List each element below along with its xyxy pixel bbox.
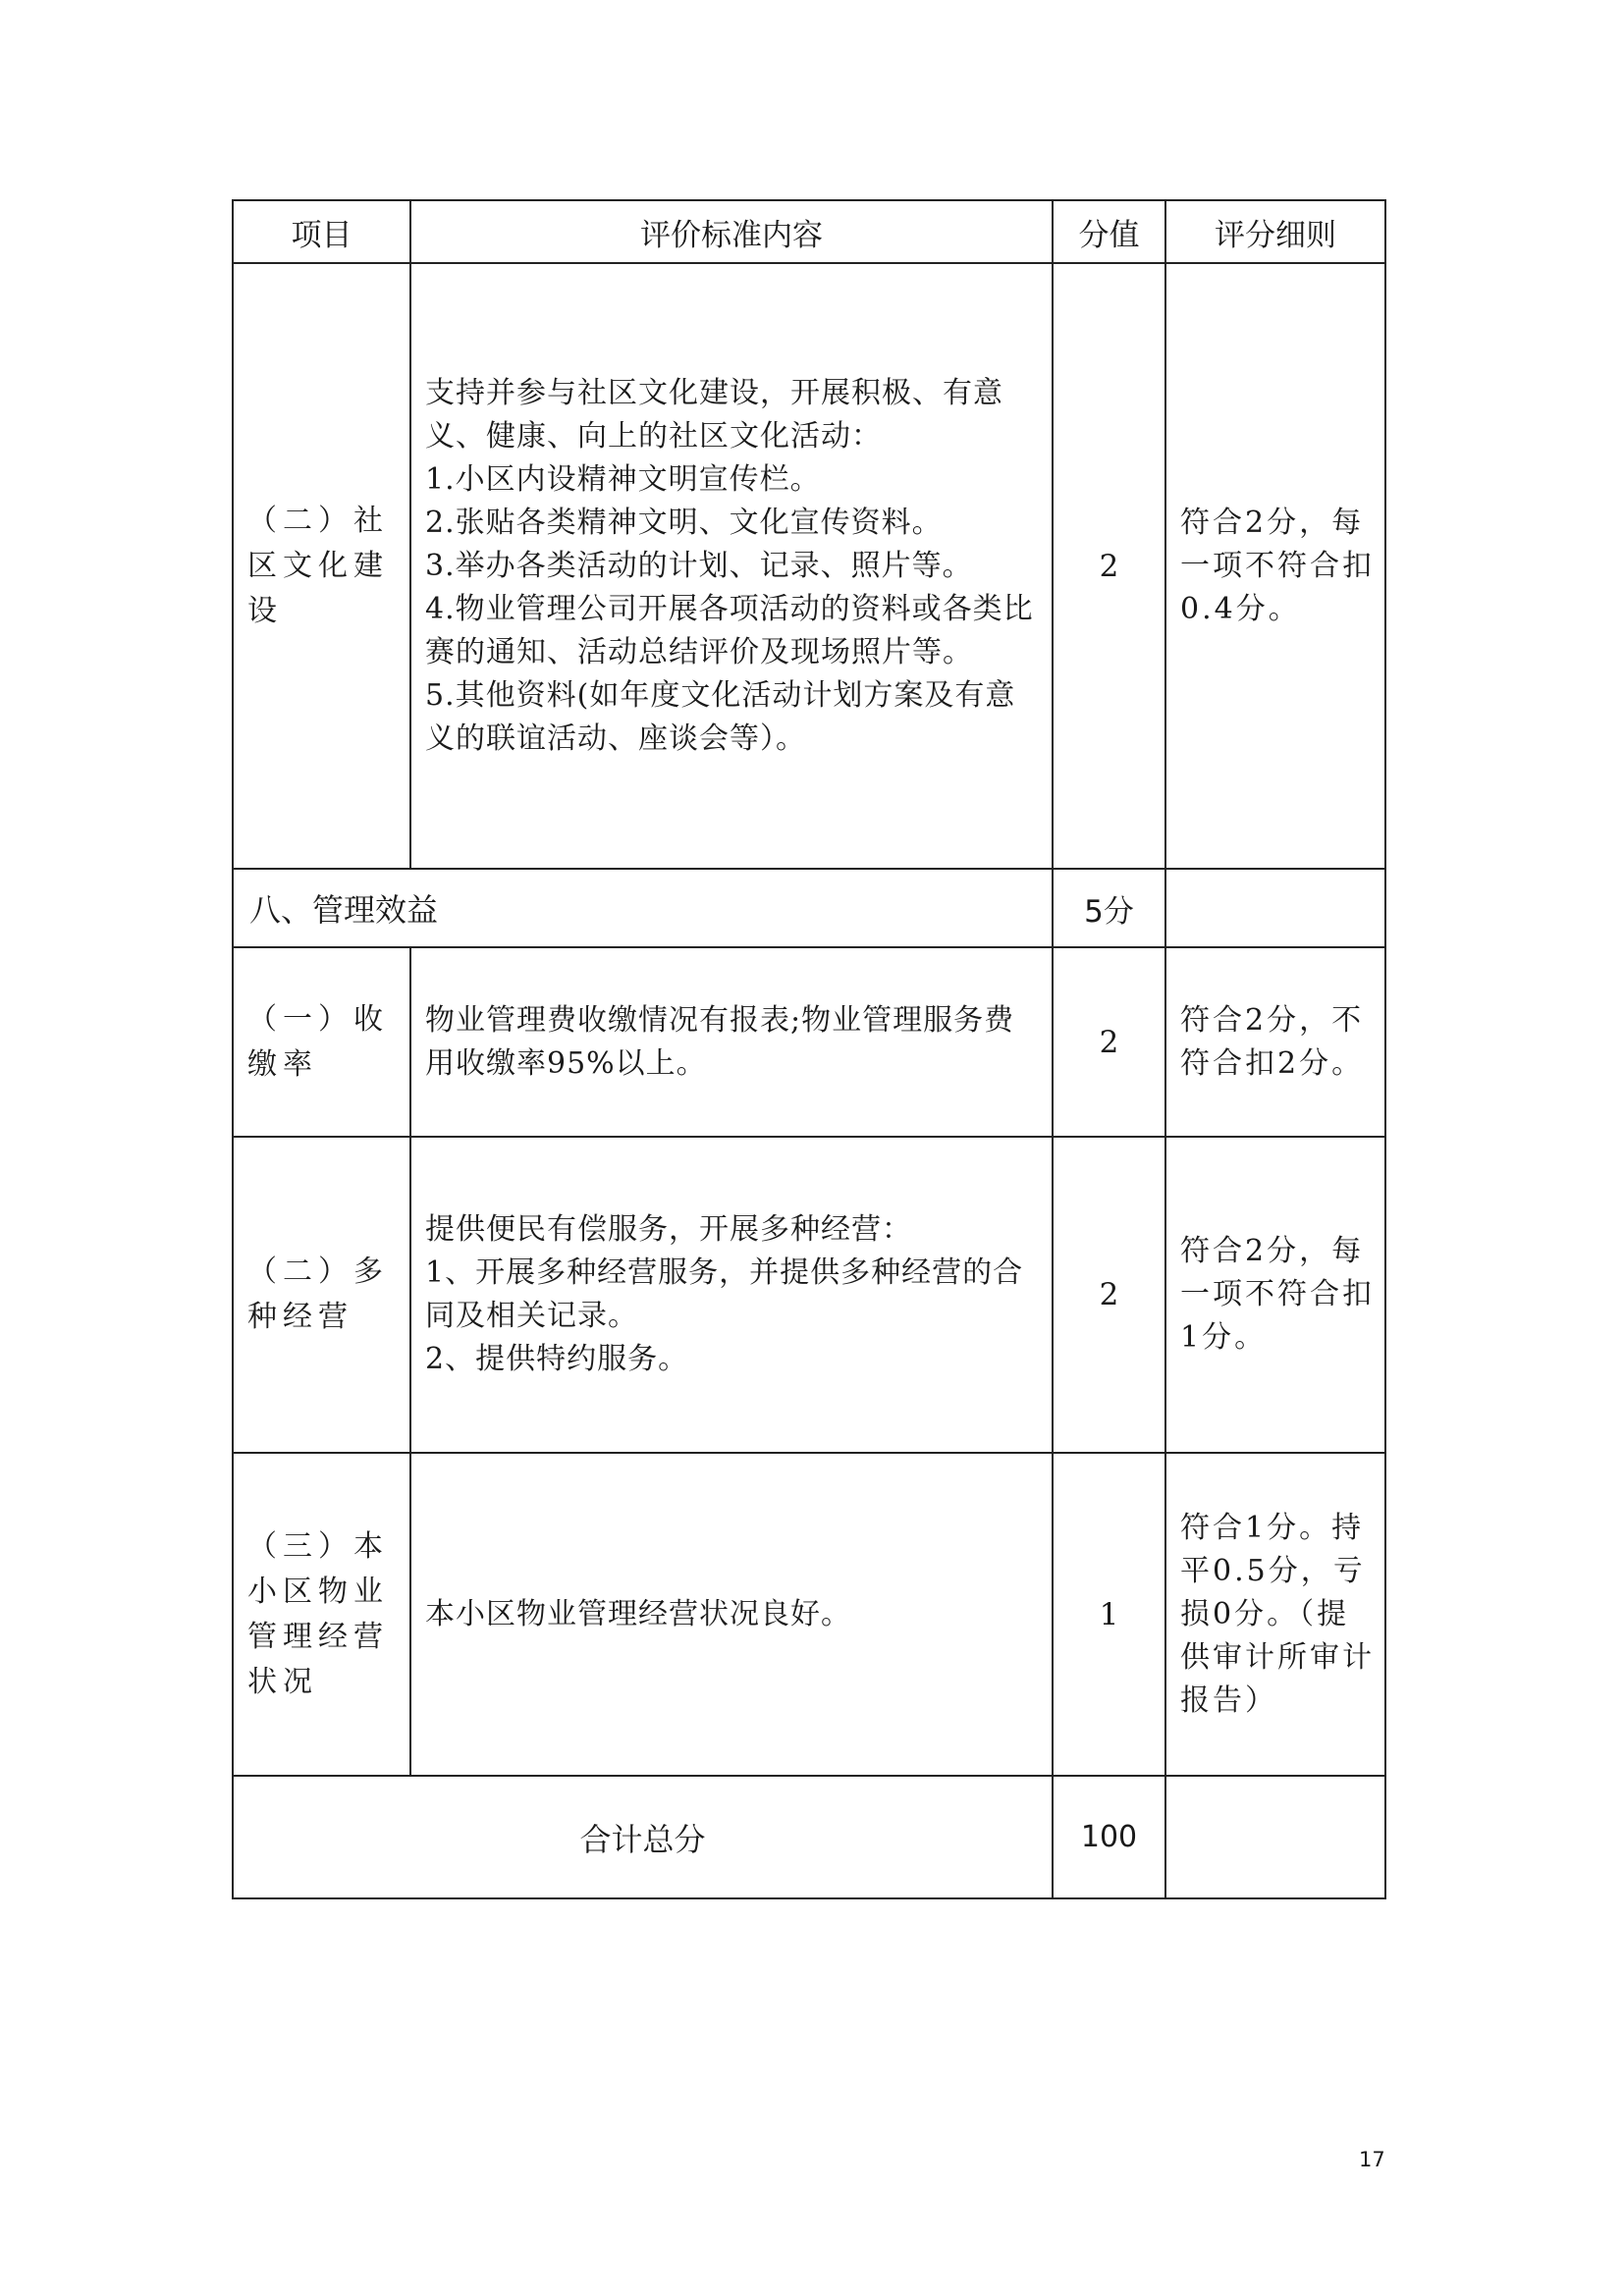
rule-cell: 符合2分，每一项不符合扣1分。 — [1165, 1137, 1385, 1453]
table-row — [233, 1453, 1385, 1776]
header-rule: 评分细则 — [1165, 200, 1385, 263]
section-rule-empty — [1165, 869, 1385, 947]
item-cell: （一）收缴率 — [233, 947, 410, 1137]
section-title: 八、管理效益 — [233, 869, 1053, 947]
page-number: 17 — [1359, 2148, 1385, 2171]
table-row — [233, 1137, 1385, 1453]
item-cell: （二）多种经营 — [233, 1137, 410, 1453]
rule-cell: 符合2分，不符合扣2分。 — [1165, 947, 1385, 1137]
header-item: 项目 — [233, 200, 410, 263]
total-label: 合计总分 — [233, 1776, 1053, 1898]
total-row — [233, 1776, 1385, 1898]
table-row — [233, 947, 1385, 1137]
header-content: 评价标准内容 — [410, 200, 1053, 263]
score-cell: 1 — [1053, 1453, 1165, 1776]
total-score: 100 — [1053, 1776, 1165, 1898]
content-cell: 支持并参与社区文化建设，开展积极、有意义、健康、向上的社区文化活动： 1.小区内设精神文明宣传栏。 2.张贴各类精神文明、文化宣传资料。 3.举办各类活动的计划、记录、照片等。 4.物业管理公司开展各项活动的资料或各类比赛的通知、活动总结评价及现场照片等。 5.其他资料(如年度文化活动计划方案及有意义的联谊活动、座谈会等）。 — [410, 263, 1053, 869]
item-cell: （三）本小区物业管理经营状况 — [233, 1453, 410, 1776]
header-score: 分值 — [1053, 200, 1165, 263]
rule-cell: 符合1分。持平0.5分，亏损0分。（提供审计所审计报告） — [1165, 1453, 1385, 1776]
content-cell: 本小区物业管理经营状况良好。 — [410, 1453, 1053, 1776]
section-score: 5分 — [1053, 869, 1165, 947]
content-cell: 物业管理费收缴情况有报表;物业管理服务费用收缴率95%以上。 — [410, 947, 1053, 1137]
section-row — [233, 869, 1385, 947]
score-cell: 2 — [1053, 947, 1165, 1137]
evaluation-table — [232, 199, 1386, 1899]
total-rule-empty — [1165, 1776, 1385, 1898]
table-row — [233, 263, 1385, 869]
table-header-row — [233, 200, 1385, 263]
item-cell: （二）社区文化建设 — [233, 263, 410, 869]
score-cell: 2 — [1053, 263, 1165, 869]
rule-cell: 符合2分，每一项不符合扣0.4分。 — [1165, 263, 1385, 869]
score-cell: 2 — [1053, 1137, 1165, 1453]
content-cell: 提供便民有偿服务，开展多种经营： 1、开展多种经营服务，并提供多种经营的合同及相关记录。 2、提供特约服务。 — [410, 1137, 1053, 1453]
